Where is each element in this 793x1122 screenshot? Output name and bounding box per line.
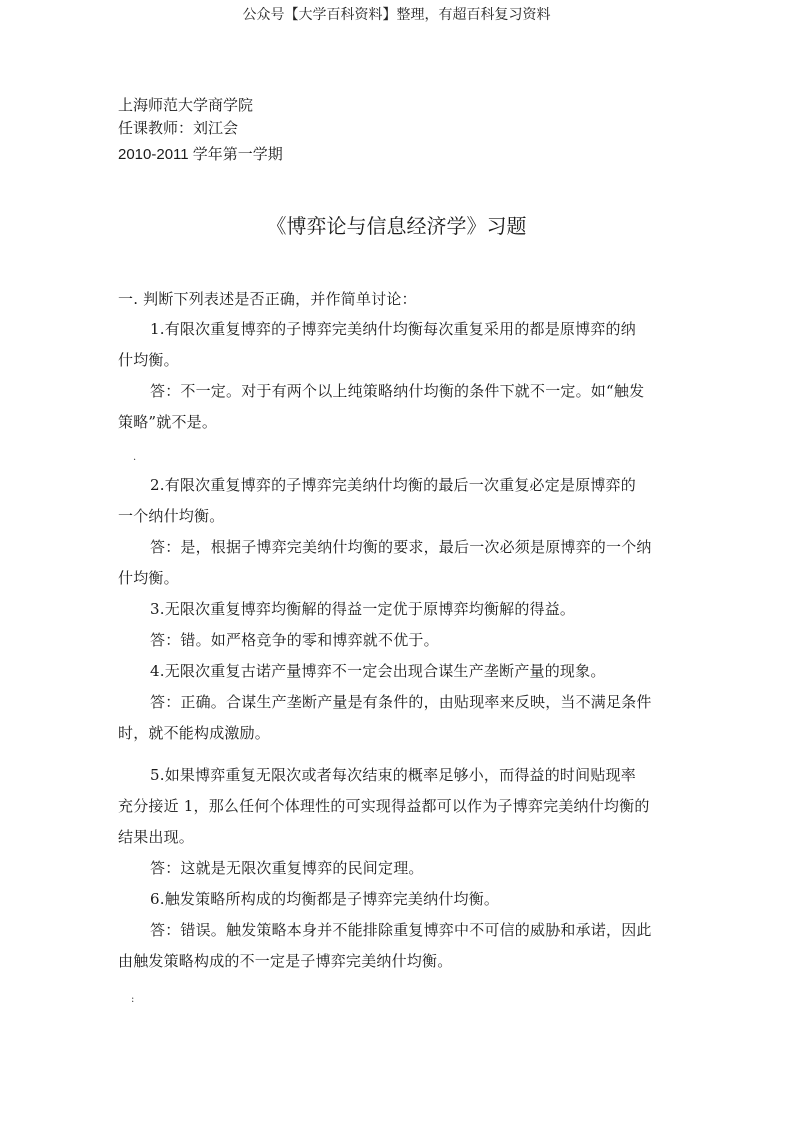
question-5-line-3: 结果出现。: [118, 828, 195, 846]
stray-dot-mark: .: [133, 452, 137, 463]
school-name: 上海师范大学商学院: [118, 96, 254, 114]
stray-colon-mark: :: [131, 994, 135, 1005]
answer-1-line-1: 答：不一定。对于有两个以上纯策略纳什均衡的条件下就不一定。如“触发: [150, 382, 645, 400]
teacher-name: 任课教师：刘江会: [118, 119, 239, 137]
answer-5-line-1: 答：这就是无限次重复博弈的民间定理。: [150, 859, 424, 877]
question-5-line-2: 充分接近 1，那么任何个体理性的可实现得益都可以作为子博弈完美纳什均衡的: [118, 797, 650, 815]
answer-6-line-1: 答：错误。触发策略本身并不能排除重复博弈中不可信的威胁和承诺，因此: [150, 921, 652, 939]
term-label: 2010-2011 学年第一学期: [118, 146, 283, 163]
answer-4-line-1: 答：正确。合谋生产垄断产量是有条件的，由贴现率来反映，当不满足条件: [150, 693, 652, 711]
answer-4-line-2: 时，就不能构成激励。: [118, 724, 271, 742]
watermark-header: 公众号【大学百科资料】整理，有超百科复习资料: [242, 7, 551, 23]
answer-3-line-1: 答：错。如严格竞争的零和博弈就不优于。: [150, 631, 439, 649]
answer-1-line-2: 策略”就不是。: [118, 413, 218, 431]
section-heading: 一. 判断下列表述是否正确，并作简单讨论：: [118, 290, 417, 308]
question-1-line-2: 什均衡。: [118, 351, 179, 369]
question-1-line-1: 1.有限次重复博弈的子博弈完美纳什均衡每次重复采用的都是原博弈的纳: [150, 320, 636, 338]
answer-2-line-1: 答：是，根据子博弈完美纳什均衡的要求，最后一次必须是原博弈的一个纳: [150, 538, 652, 556]
question-4-line-1: 4.无限次重复古诺产量博弈不一定会出现合谋生产垄断产量的现象。: [150, 662, 606, 680]
question-2-line-1: 2.有限次重复博弈的子博弈完美纳什均衡的最后一次重复必定是原博弈的: [150, 476, 636, 494]
question-6-line-1: 6.触发策略所构成的均衡都是子博弈完美纳什均衡。: [150, 890, 500, 908]
answer-2-line-2: 什均衡。: [118, 569, 179, 587]
question-3-line-1: 3.无限次重复博弈均衡解的得益一定优于原博弈均衡解的得益。: [150, 600, 576, 618]
question-5-line-1: 5.如果博弈重复无限次或者每次结束的概率足够小，而得益的时间贴现率: [150, 766, 636, 784]
answer-6-line-2: 由触发策略构成的不一定是子博弈完美纳什均衡。: [118, 952, 453, 970]
page-title: 《博弈论与信息经济学》习题: [266, 214, 527, 238]
question-2-line-2: 一个纳什均衡。: [118, 507, 225, 525]
